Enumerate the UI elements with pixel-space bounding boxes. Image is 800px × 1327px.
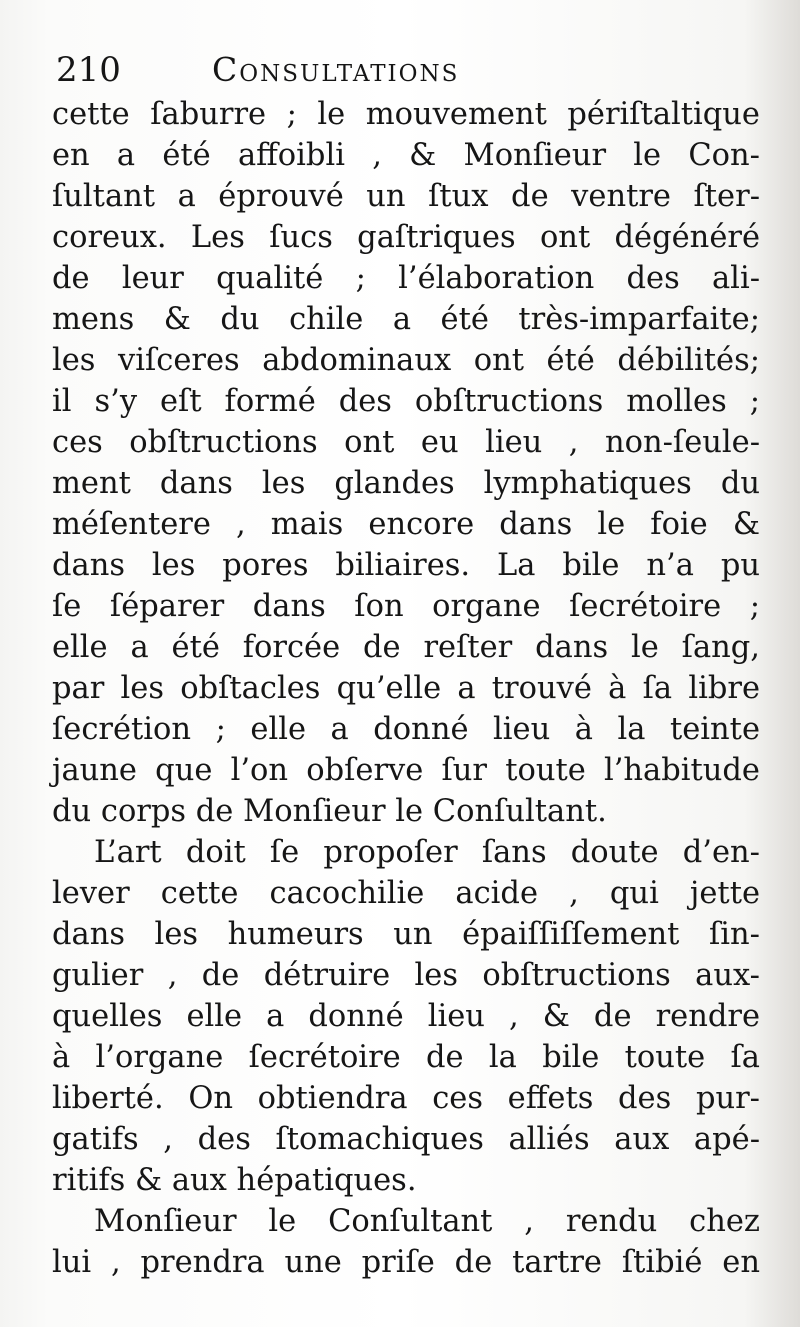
- text-line: jaune que l’on obſerve ſur toute l’habitude: [52, 753, 760, 788]
- body-text: [52, 94, 760, 1283]
- text-line: coreux. Les ſucs gaſtriques ont dégénéré: [52, 220, 760, 255]
- running-head: Consultations: [212, 50, 460, 89]
- text-line: gatifs , des ſtomachiques alliés aux apé-: [52, 1122, 760, 1157]
- page-number: 210: [56, 50, 121, 90]
- text-line: ſultant a éprouvé un ſtux de ventre ſter-: [52, 179, 760, 214]
- text-line: elle a été forcée de reſter dans le ſang,: [52, 630, 760, 665]
- text-line: ſecrétion ; elle a donné lieu à la teinte: [52, 712, 760, 747]
- paragraph-end-line: du corps de Monſieur le Conſultant.: [52, 794, 607, 829]
- paragraph-start-line: Monſieur le Conſultant , rendu chez: [94, 1204, 760, 1239]
- text-line: lui , prendra une priſe de tartre ſtibié en: [52, 1245, 760, 1280]
- text-line: les viſceres abdominaux ont été débilités;: [52, 343, 760, 378]
- text-line: liberté. On obtiendra ces effets des pur-: [52, 1081, 760, 1116]
- text-line: en a été affoibli , & Monſieur le Con-: [52, 138, 760, 173]
- text-line: il s’y eſt formé des obſtructions molles ;: [52, 384, 760, 419]
- text-line: de leur qualité ; l’élaboration des ali-: [52, 261, 760, 296]
- text-line: quelles elle a donné lieu , & de rendre: [52, 999, 760, 1034]
- text-line: dans les pores biliaires. La bile n’a pu: [52, 548, 760, 583]
- text-line: à l’organe ſecrétoire de la bile toute ſa: [52, 1040, 760, 1075]
- text-line: ſe ſéparer dans ſon organe ſecrétoire ;: [52, 589, 760, 624]
- text-line: gulier , de détruire les obſtructions aux-: [52, 958, 760, 993]
- text-line: lever cette cacochilie acide , qui jette: [52, 876, 760, 911]
- text-line: cette ſaburre ; le mouvement périſtaltique: [52, 97, 760, 132]
- text-line: ces obſtructions ont eu lieu , non-ſeule-: [52, 425, 760, 460]
- text-line: par les obſtacles qu’elle a trouvé à ſa libre: [52, 671, 760, 706]
- paragraph-end-line: ritifs & aux hépatiques.: [52, 1163, 417, 1198]
- paragraph-start-line: L’art doit ſe propoſer ſans doute d’en-: [94, 835, 760, 870]
- text-line: ment dans les glandes lymphatiques du: [52, 466, 760, 501]
- text-line: dans les humeurs un épaiſſiſſement ſin-: [52, 917, 760, 952]
- text-line: mens & du chile a été très-imparfaite;: [52, 302, 760, 337]
- page-header: [56, 48, 756, 92]
- text-line: méſentere , mais encore dans le foie &: [52, 507, 760, 542]
